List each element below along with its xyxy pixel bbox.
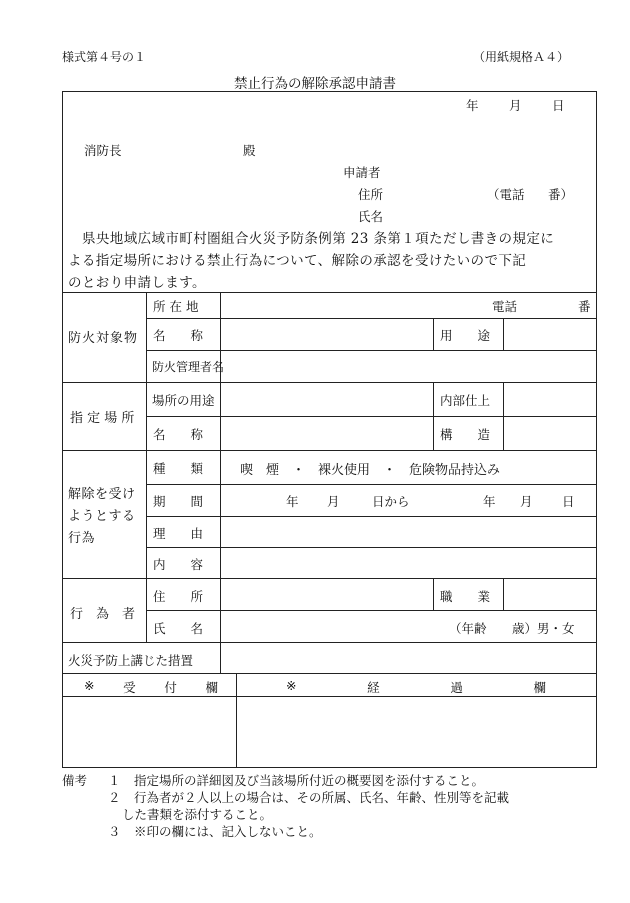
applicant-address-label: 住所 [358,187,384,202]
section-line [62,382,597,383]
date-day-label: 日 [552,98,565,113]
period-from-month: 月 [327,494,340,509]
notes-heading: 備考 [62,773,88,788]
actor-age-label: （年齢 [449,621,487,636]
note-text-continued: した書類を添付すること。 [122,807,273,822]
honorific-label: 殿 [243,143,256,158]
period-to-day: 日 [562,494,575,509]
period-from-day: 日から [372,494,410,509]
row-line [146,318,597,319]
progress-header [286,678,546,696]
release-group-label [68,484,136,550]
target-phone-suffix: 番 [578,299,591,314]
actor-age-sex-label[interactable]: 歳）男・女 [512,621,575,636]
designated-use-field[interactable] [222,384,431,414]
note-number: ２ [108,790,121,805]
release-reason-label: 理 由 [153,526,204,541]
reception-char: 欄 [205,680,218,695]
group-column-line [146,292,147,642]
row-line [146,416,597,417]
release-reason-field[interactable] [222,518,595,545]
table-top-line [62,292,597,293]
release-content-label: 内 容 [153,557,204,572]
row-line [146,516,597,517]
actor-occupation-label: 職 業 [440,589,491,604]
statement-line: よる指定場所における禁止行為について、解除の承認を受けたいので下記 [68,253,527,269]
progress-box [237,697,596,767]
note-number: ３ [108,824,121,839]
reception-char: 受 [123,680,136,695]
target-manager-label: 防火管理者名 [152,360,225,374]
applicant-phone-suffix: 番） [548,187,574,202]
applicant-address-field[interactable] [392,183,484,201]
reception-header [84,678,218,696]
designated-interior-label: 内部仕上 [440,393,491,408]
target-use-field[interactable] [505,320,595,348]
progress-char: 過 [450,680,463,695]
designated-name-field[interactable] [222,418,431,448]
note-text: ※印の欄には、記入しないこと。 [134,824,322,839]
section-line [62,450,597,451]
release-period-field[interactable] [222,486,595,514]
section-line [62,673,597,674]
actor-address-label: 住 所 [153,589,204,604]
target-name-field[interactable] [222,320,431,348]
reception-box [63,697,235,767]
actor-group-label: 行 為 者 [70,607,136,622]
applicant-phone-label: （電話 [487,187,525,202]
note-number: １ [108,773,121,788]
target-phone-label: 電話 [492,299,518,314]
release-group-line: 行為 [68,531,96,546]
actor-name-field[interactable] [222,612,442,640]
release-group-line: ようとする [68,509,136,524]
release-group-line: 解除を受け [68,487,136,502]
progress-char: 欄 [533,680,546,695]
applicant-name-label: 氏名 [358,209,384,224]
release-period-label: 期 間 [153,494,204,509]
reception-char: 付 [164,680,177,695]
column-line [503,382,504,450]
period-to-month: 月 [520,494,533,509]
date-year-label: 年 [466,98,479,113]
column-line [503,318,504,350]
row-line [146,484,597,485]
page-title: 禁止行為の解除承認申請書 [234,76,396,92]
designated-group-label: 指 定 場 所 [70,411,135,426]
actor-name-label: 氏 名 [153,621,204,636]
label-column-line [220,292,221,673]
fire-measures-label: 火災予防上講じた措置 [68,653,194,668]
column-line [503,578,504,610]
statement-line: のとおり申請します。 [68,275,206,291]
applicant-label: 申請者 [343,165,381,180]
release-content-field[interactable] [222,549,595,576]
column-line [433,318,434,350]
target-name-label: 名 称 [153,328,204,343]
date-month-label: 月 [509,98,522,113]
column-line [433,578,434,610]
section-line [62,578,597,579]
progress-mark: ※ [286,678,297,693]
target-location-field[interactable] [222,294,482,316]
note-text: 指定場所の詳細図及び当該場所付近の概要図を添付すること。 [134,773,485,788]
reception-mark: ※ [84,678,95,693]
row-line [146,350,597,351]
column-line [433,382,434,450]
target-manager-field[interactable] [222,352,595,380]
note-text: 行為者が２人以上の場合は、その所属、氏名、年齢、性別等を記載 [134,790,510,805]
statement-line: 県央地域広域市町村圏組合火災予防条例第 23 条第１項ただし書きの規定に [82,231,555,247]
row-line [146,610,597,611]
designated-structure-field[interactable] [505,418,595,448]
target-use-label: 用 途 [440,328,491,343]
designated-use-label: 場所の用途 [152,393,215,408]
target-group-label: 防火対象物 [68,331,139,346]
period-to-year: 年 [483,494,496,509]
form-number: 様式第４号の１ [62,50,147,64]
date-field[interactable] [420,93,592,113]
application-statement [68,228,592,294]
paper-size: （用紙規格Ａ４） [473,50,570,64]
fire-chief-label: 消防長 [84,143,122,158]
designated-name-label: 名 称 [153,427,204,442]
fire-measures-field[interactable] [222,644,595,671]
progress-char: 経 [367,680,380,695]
release-type-label: 種 類 [153,461,204,476]
applicant-name-field[interactable] [392,205,592,223]
target-location-label: 所 在 地 [153,299,199,314]
actor-address-field[interactable] [222,580,431,608]
release-type-options[interactable]: 喫 煙 ・ 裸火使用 ・ 危険物品持込み [240,463,501,478]
actor-occupation-field[interactable] [505,580,595,608]
period-from-year: 年 [286,494,299,509]
designated-structure-label: 構 造 [440,427,491,442]
row-line [146,547,597,548]
section-line [62,642,597,643]
designated-interior-field[interactable] [505,384,595,414]
